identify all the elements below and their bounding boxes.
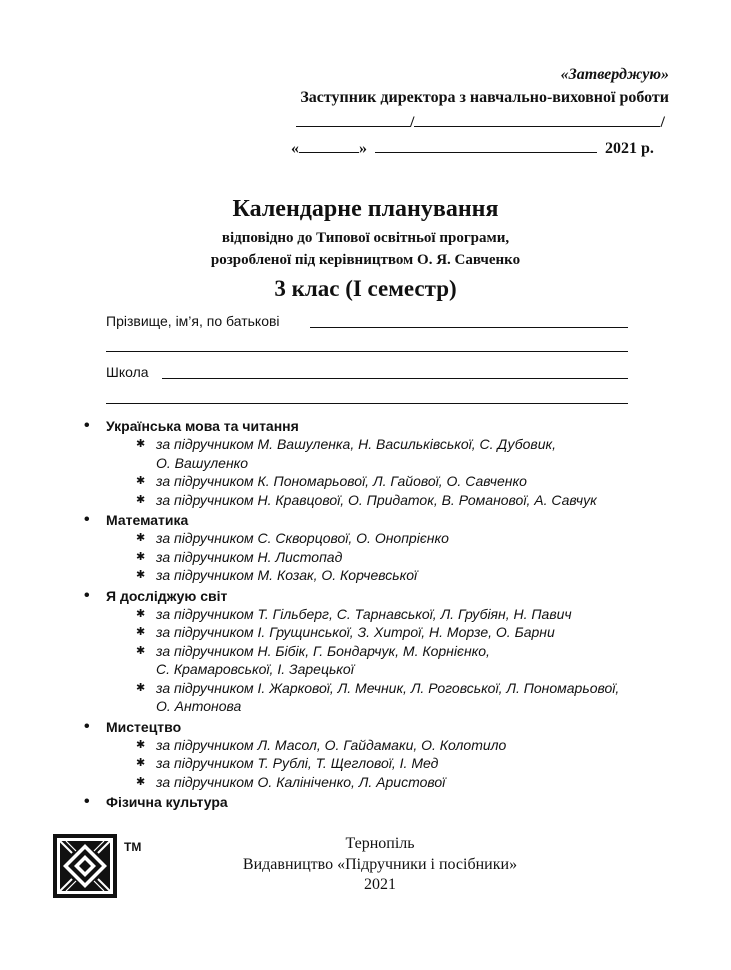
subject-title: • Фізична культура: [84, 793, 684, 811]
subject-title: • Я досліджую світ: [84, 587, 684, 605]
approval-role: Заступник директора з навчально-виховної роботи: [300, 89, 669, 106]
textbook-text: за підручником Н. Бібік, Г. Бондарчук, М. Корнієнко,: [156, 642, 490, 659]
textbook-text: за підручником І. Жаркової, Л. Мечник, Л. Роговської, Л. Пономарьової,: [156, 679, 620, 696]
approval-word: «Затверджую»: [560, 66, 669, 83]
textbook-item: [84, 679, 684, 716]
subject-item: [84, 718, 684, 792]
textbook-item: [84, 435, 684, 472]
signature-blank: [296, 112, 410, 127]
subtitle-line-2: розробленої під керівництвом О. Я. Савченко: [210, 252, 521, 268]
subtitle-line-1: відповідно до Типової освітньої програми,: [221, 230, 510, 246]
signature-line: [296, 112, 665, 132]
approval-block: [300, 66, 669, 107]
school-field-label: Школа: [106, 364, 149, 380]
textbook-item: [84, 642, 684, 679]
day-blank: [299, 138, 359, 153]
subject-list: [84, 417, 684, 811]
month-blank: [375, 138, 597, 153]
footer-city: Тернопіль: [345, 835, 415, 852]
date-year: 2021 р.: [605, 140, 654, 157]
name-blank: [414, 112, 660, 127]
trademark-mark: ТМ: [124, 840, 142, 854]
subject-item: [84, 417, 684, 509]
name-field-line-2[interactable]: [106, 337, 628, 352]
textbook-item: ✱ за підручником Т. Рублі, Т. Щеглової, І. Мед: [84, 754, 684, 773]
grade-heading: 3 клас (І семестр): [274, 276, 457, 301]
textbook-text: за підручником М. Вашуленка, Н. Васильківської, С. Дубовик,: [156, 436, 557, 452]
date-line: [291, 138, 654, 158]
textbook-item: ✱ за підручником О. Калініченко, Л. Аристової: [84, 773, 684, 792]
subject-title: • Мистецтво: [84, 718, 684, 736]
subject-item: [84, 511, 684, 585]
subject-title: • Математика: [84, 511, 684, 529]
textbook-item: ✱ за підручником Т. Гільберг, С. Тарнавської, Л. Грубіян, Н. Павич: [84, 605, 684, 624]
textbook-text-cont: С. Крамаровської, І. Зарецької: [156, 661, 354, 677]
footer-year: 2021: [364, 876, 396, 893]
school-field-line[interactable]: [162, 364, 628, 379]
name-field-label: Прізвище, ім’я, по батькові: [106, 313, 280, 329]
textbook-item: ✱ за підручником К. Пономарьової, Л. Гайової, О. Савченко: [84, 472, 684, 491]
name-field-line[interactable]: [310, 313, 628, 328]
date-quote-close: »: [359, 140, 367, 157]
textbook-text-cont: О. Вашуленко: [156, 454, 249, 471]
textbook-item: ✱ за підручником І. Грущинської, З. Хитрої, Н. Морзе, О. Барни: [84, 623, 684, 642]
footer-publisher: Видавництво «Підручники і посібники»: [242, 856, 518, 873]
signature-slash: /: [410, 114, 415, 131]
textbook-item: ✱ за підручником М. Козак, О. Корчевської: [84, 566, 684, 585]
subject-item: [84, 587, 684, 716]
school-field-line-2[interactable]: [106, 389, 628, 404]
subject-item: [84, 793, 684, 811]
textbook-item: ✱ за підручником Н. Кравцової, О. Придаток, В. Романової, А. Савчук: [84, 491, 684, 510]
date-quote-open: «: [291, 140, 299, 157]
textbook-item: ✱ за підручником С. Скворцової, О. Онопрієнко: [84, 529, 684, 548]
subject-title: • Українська мова та читання: [84, 417, 684, 435]
textbook-text-cont: О. Антонова: [156, 698, 242, 714]
signature-slash-end: /: [660, 114, 665, 131]
publisher-logo-icon: [52, 833, 118, 899]
textbook-item: ✱ за підручником Л. Масол, О. Гайдамаки, О. Колотило: [84, 736, 684, 755]
textbook-item: ✱ за підручником Н. Листопад: [84, 548, 684, 567]
document-title: Календарне планування: [232, 196, 499, 222]
